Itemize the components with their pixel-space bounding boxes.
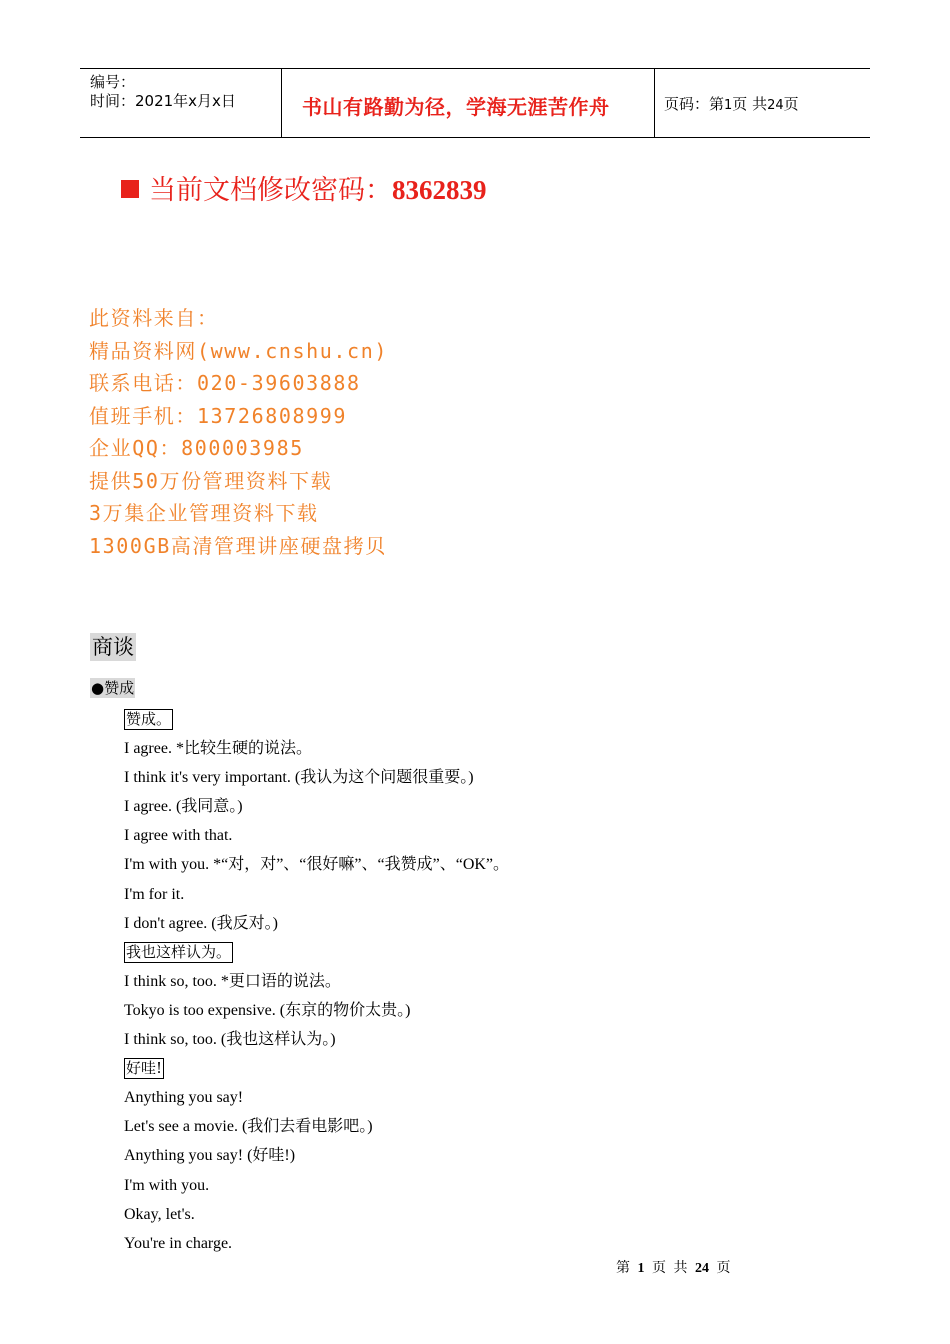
footer-current: 1 [637,1261,645,1276]
square-bullet-icon [121,180,139,198]
phrase-heading-row [124,705,509,734]
phrase-line: Okay, let's. [124,1205,195,1223]
password-value: 8362839 [392,175,487,205]
footer-total: 24 [695,1261,709,1276]
source-info-line: 1300GB高清管理讲座硬盘拷贝 [89,533,387,558]
motto: 书山有路勤为径，学海无涯苦作舟 [302,95,610,119]
page-end: 页 [783,95,799,113]
header-page-info [664,93,799,114]
phrase-line: Let's see a movie. (我们去看电影吧。) [124,1118,373,1136]
source-info-line: 联系电话：020-39603888 [89,371,361,395]
phrase-line: I agree. (我同意。) [124,798,243,816]
phrase-line: I think it's very important. (我认为这个问题很重要。) [124,769,474,787]
phrase-list [124,705,509,1258]
page-current: 1 [724,98,733,113]
source-info-line: 精品资料网(www.cnshu.cn) [89,338,388,363]
phrase-line: Anything you say! [124,1089,244,1107]
footer-mid: 页 共 [652,1261,688,1276]
phrase-line: I'm with you. *“对，对”、“很好嘛”、“我赞成”、“OK”。 [124,856,510,874]
bullet-heading: ●赞成 [91,679,135,697]
footer-suffix: 页 [716,1261,731,1276]
header-page-cell [654,69,870,137]
phrase-heading: 赞成。 [126,710,172,728]
source-info-line: 此资料来自： [89,306,219,330]
source-info-line: 3万集企业管理资料下载 [89,501,319,525]
document-header [80,68,870,138]
phrase-line: Anything you say! (好哇!) [124,1147,296,1165]
source-info-block [89,302,388,562]
phrase-line: I'm for it. [124,885,185,903]
phrase-heading: 我也这样认为。 [126,942,232,961]
phrase-line: I'm with you. [124,1176,210,1194]
phrase-heading-row [124,938,509,967]
phrase-heading-row [124,1054,509,1083]
page-mid: 页 共 [732,95,768,113]
phrase-line: I think so, too. *更口语的说法。 [124,972,341,990]
header-meta-cell [80,69,280,137]
page-total: 24 [767,98,784,113]
phrase-line: I don't agree. (我反对。) [124,914,278,932]
footer-prefix: 第 [616,1261,630,1276]
phrase-line: I agree. *比较生硬的说法。 [124,740,312,758]
phrase-line: I think so, too. (我也这样认为。) [124,1031,336,1049]
password-notice [121,168,487,207]
page-footer [616,1257,731,1277]
page-label: 页码：第 [664,95,725,113]
phrase-line: You're in charge. [124,1234,233,1252]
phrase-line: Tokyo is too expensive. (东京的物价太贵。) [124,1001,411,1019]
source-info-line: 值班手机：13726808999 [89,403,348,428]
number-label: 编号： [90,73,136,91]
source-info-line: 企业QQ：800003985 [89,436,304,460]
section-title: 商谈 [92,635,134,659]
date-label: 时间：2021年x月x日 [90,92,236,110]
source-info-line: 提供50万份管理资料下载 [89,468,333,493]
phrase-line: I agree with that. [124,827,233,845]
password-label: 当前文档修改密码： [149,175,392,206]
phrase-heading: 好哇! [126,1059,163,1078]
header-motto-cell [281,69,655,137]
